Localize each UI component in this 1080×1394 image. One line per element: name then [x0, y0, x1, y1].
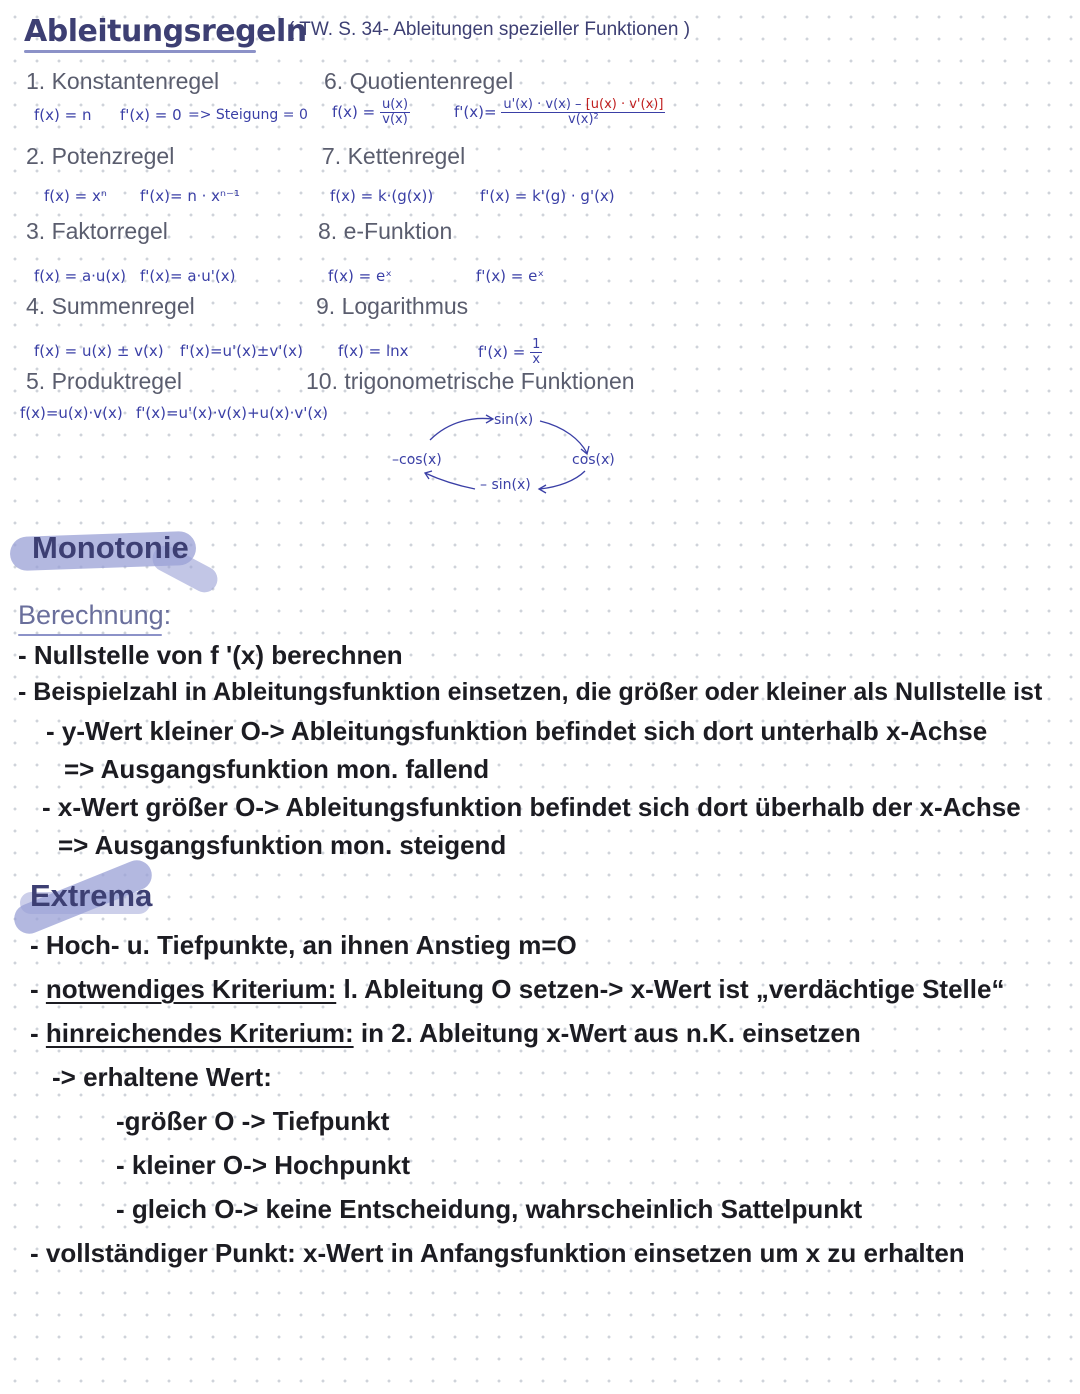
rule-6-f — [332, 98, 410, 127]
rule-5-fprime: f'(x)=u'(x)·v(x)+u(x)·v'(x) — [136, 404, 328, 422]
rule-9-fprime — [478, 338, 542, 367]
rule-7-fprime: f'(x) = k'(g) · g'(x) — [480, 187, 615, 205]
extrema-line-5: -größer O -> Tiefpunkt — [116, 1106, 390, 1136]
rule-6-f-lhs: f(x) = — [332, 103, 376, 121]
rule-10-title: 10. trigonometrische Funktionen — [306, 368, 635, 394]
rule-8-title: 8. e-Funktion — [318, 218, 453, 244]
rule-3-f: f(x) = a·u(x) — [34, 267, 127, 285]
rule-1-title: 1. Konstantenregel — [26, 68, 220, 94]
extrema-line-3: - hinreichendes Kriterium: in 2. Ableitung x-Wert aus n.K. einsetzen — [30, 1018, 861, 1048]
trig-cos: cos(x) — [572, 452, 615, 468]
rule-4-fprime: f'(x)=u'(x)±v'(x) — [180, 342, 303, 360]
extrema-line-4: -> erhaltene Wert: — [52, 1062, 272, 1092]
rule-6-fprime-num — [501, 98, 665, 113]
rule-9-fprime-lhs: f'(x) = — [478, 343, 526, 361]
rule-4-f: f(x) = u(x) ± v(x) — [34, 342, 164, 360]
rule-6-f-frac — [380, 98, 410, 127]
rule-4-title: 4. Summenregel — [26, 293, 195, 319]
rule-6-f-num: u(x) — [381, 97, 409, 112]
notwendiges-kriterium-label: notwendiges Kriterium: — [45, 974, 337, 1004]
rule-6-fprime-den: v(x)² — [568, 112, 599, 127]
monotonie-line-1: - Nullstelle von f '(x) berechnen — [18, 640, 403, 670]
rule-6-fprime-frac — [501, 98, 665, 127]
hinreichendes-kriterium-label: hinreichendes Kriterium: — [45, 1018, 354, 1048]
rule-2-f: f(x) = xⁿ — [44, 187, 107, 205]
rule-6-num-part-a: u'(x) · v(x) – — [503, 97, 586, 112]
rule-2-fprime: f'(x)= n · xⁿ⁻¹ — [140, 187, 240, 205]
monotonie-line-3: - y-Wert kleiner O-> Ableitungsfunktion befindet sich dort unterhalb x-Achse — [46, 716, 988, 746]
monotonie-title: Monotonie — [32, 530, 189, 565]
rule-1-fprime: f'(x) = 0 — [120, 106, 182, 124]
rule-6-fprime-lhs: f'(x)= — [454, 103, 497, 121]
extrema-line-3-rest: in 2. Ableitung x-Wert aus n.K. einsetzen — [353, 1018, 861, 1048]
rule-7-title: 7. Kettenregel — [322, 143, 466, 169]
rule-8-f: f(x) = eˣ — [328, 267, 392, 285]
rule-2-title: 2. Potenzregel — [26, 143, 175, 169]
trig-neg-sin: – sin(x) — [480, 477, 531, 493]
rule-7-f: f(x) = k·(g(x)) — [330, 187, 434, 205]
rule-6-title: 6. Quotientenregel — [324, 68, 514, 94]
rule-3-title: 3. Faktorregel — [26, 218, 168, 244]
rule-3-fprime: f'(x)= a·u'(x) — [140, 267, 236, 285]
extrema-line-1: - Hoch- u. Tiefpunkte, an ihnen Anstieg m=O — [30, 930, 577, 960]
extrema-title: Extrema — [30, 878, 153, 913]
extrema-line-7: - gleich O-> keine Entscheidung, wahrscheinlich Sattelpunkt — [116, 1194, 863, 1224]
trig-neg-cos: –cos(x) — [392, 452, 442, 468]
title-underline — [24, 50, 256, 53]
rule-8-fprime: f'(x) = eˣ — [476, 267, 544, 285]
extrema-line-8: - vollständiger Punkt: x-Wert in Anfangsfunktion einsetzen um x zu erhalten — [30, 1238, 965, 1268]
monotonie-subtitle: Berechnung: — [18, 600, 172, 630]
rule-5-f: f(x)=u(x)·v(x) — [20, 404, 123, 422]
rule-5-title: 5. Produktregel — [26, 368, 182, 394]
monotonie-line-5: - x-Wert größer O-> Ableitungsfunktion befindet sich dort überhalb der x-Achse — [42, 792, 1021, 822]
page-title: Ableitungsregeln — [24, 14, 307, 49]
extrema-line-2-rest: l. Ableitung O setzen-> x-Wert ist „verdächtige Stelle“ — [336, 974, 1005, 1004]
extrema-line-2: - notwendiges Kriterium: l. Ableitung O setzen-> x-Wert ist „verdächtige Stelle“ — [30, 974, 1005, 1004]
rule-9-den: x — [532, 352, 541, 367]
rule-6-fprime — [454, 98, 665, 127]
monotonie-line-2: - Beispielzahl in Ableitungsfunktion einsetzen, die größer oder kleiner als Nullstelle ist — [18, 678, 1043, 706]
rule-1-note: => Steigung = 0 — [188, 107, 308, 123]
trig-sin: sin(x) — [494, 412, 534, 428]
rule-6-num-part-b: [u(x) · v'(x)] — [585, 97, 664, 112]
rule-1-f: f(x) = n — [34, 106, 92, 124]
rule-6-f-den: v(x) — [382, 112, 408, 127]
subtitle-underline — [18, 634, 162, 636]
rule-9-f: f(x) = lnx — [338, 342, 409, 360]
rule-9-num: 1 — [532, 337, 541, 352]
rule-9-frac — [530, 338, 542, 367]
reference-note: ( TW. S. 34- Ableitungen spezieller Funktionen ) — [288, 19, 691, 40]
extrema-line-6: - kleiner O-> Hochpunkt — [116, 1150, 410, 1180]
monotonie-line-4: => Ausgangsfunktion mon. fallend — [64, 754, 490, 784]
monotonie-line-6: => Ausgangsfunktion mon. steigend — [58, 830, 507, 860]
rule-9-title: 9. Logarithmus — [316, 293, 469, 319]
